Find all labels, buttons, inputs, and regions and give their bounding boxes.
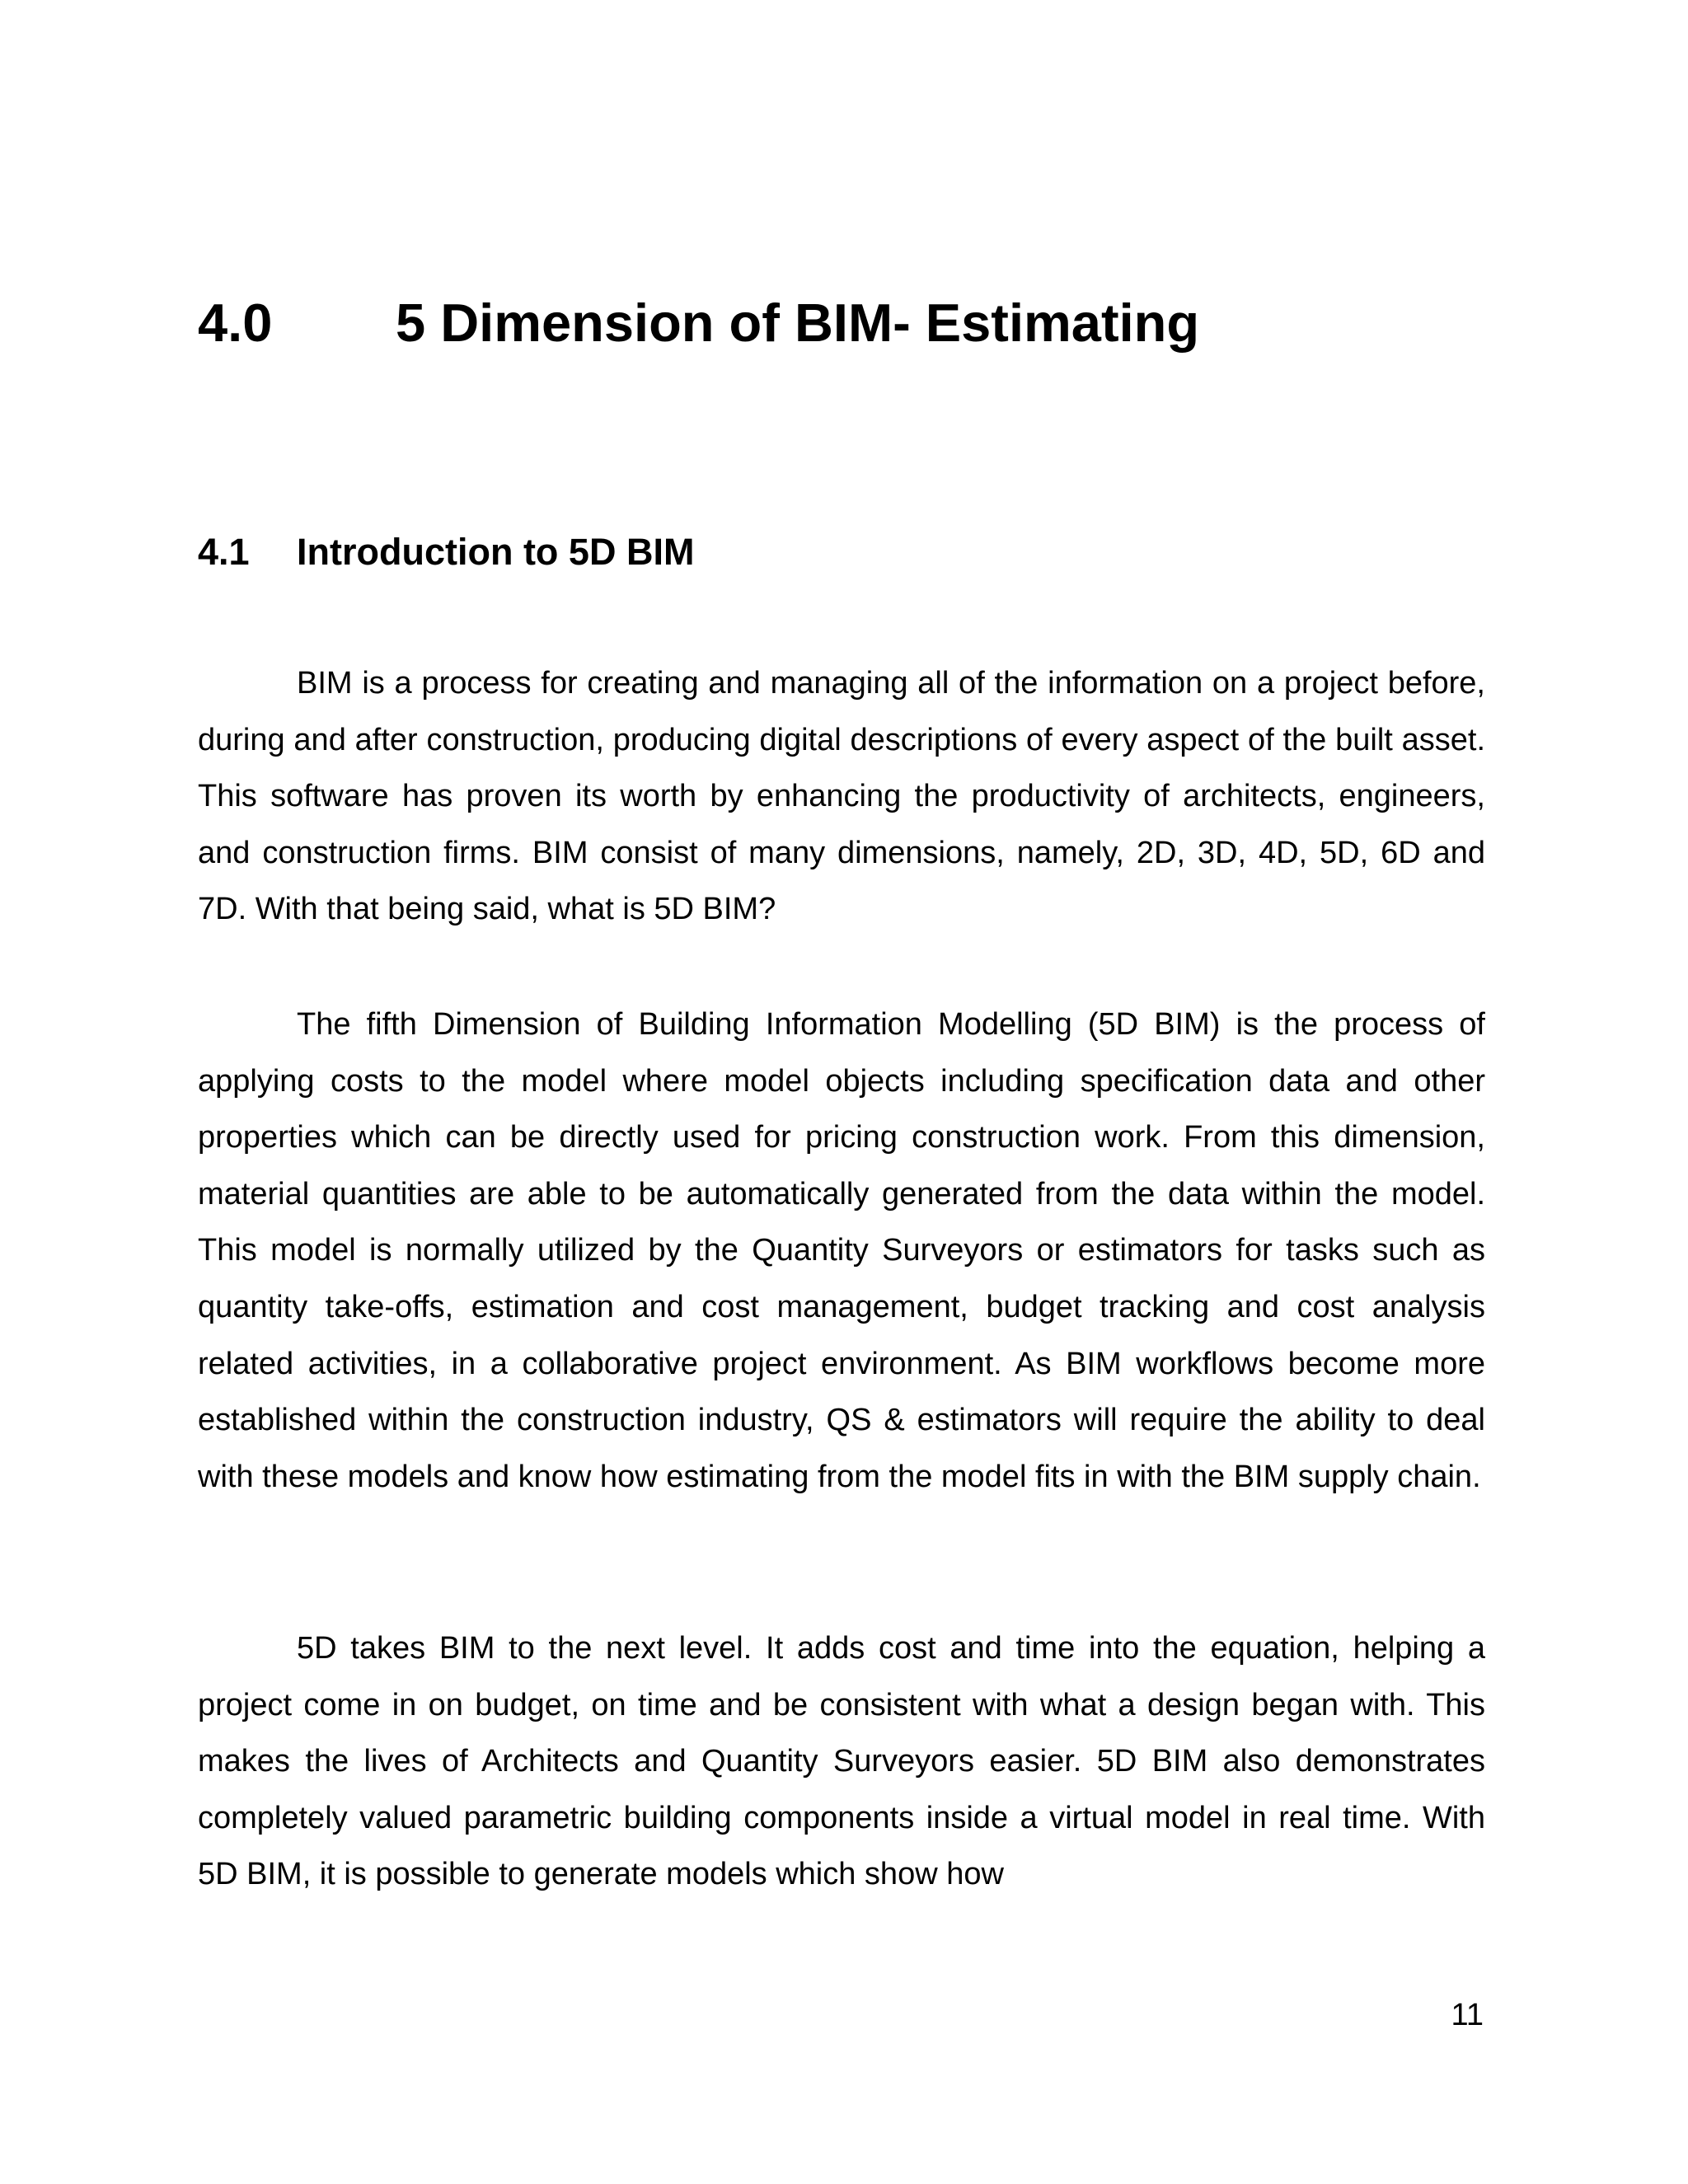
- body-paragraph-2: The fifth Dimension of Building Information Modelling (5D BIM) is the process of applying costs to the model where model objects including specification data and other properties which can be directly used for pricing construction work. From this dimension, material quantities are able to be automatically generated from the data within the model. This model is normally utilized by the Quantity Surveyors or estimators for tasks such as quantity take-offs, estimation and cost management, budget tracking and cost analysis related activities, in a collaborative project environment. As BIM workflows become more established within the construction industry, QS & estimators will require the ability to deal with these models and know how estimating from the model fits in with the BIM supply chain.: [198, 1007, 1485, 1494]
- section-title: Introduction to 5D BIM: [297, 531, 695, 573]
- section-heading: [198, 527, 1484, 577]
- section-number: 4.1: [198, 531, 250, 573]
- chapter-number: 4.0: [198, 293, 273, 353]
- body-paragraph-3: 5D takes BIM to the next level. It adds cost and time into the equation, helping a project come in on budget, on time and be consistent with what a design began with. This makes the lives of Architects and Quantity Surveyors easier. 5D BIM also demonstrates completely valued parametric building components inside a virtual model in real time. With 5D BIM, it is possible to generate models which show how: [198, 1631, 1485, 1892]
- body-paragraph-1: BIM is a process for creating and managing all of the information on a project before, during and after construction, producing digital descriptions of every aspect of the built asset. This software has proven its worth by enhancing the productivity of architects, engineers, and construction firms. BIM consist of many dimensions, namely, 2D, 3D, 4D, 5D, 6D and 7D. With that being said, what is 5D BIM?: [198, 666, 1485, 927]
- chapter-title: 5 Dimension of BIM- Estimating: [396, 293, 1200, 353]
- page-number: 11: [1451, 1998, 1484, 2032]
- chapter-heading: [198, 290, 1484, 356]
